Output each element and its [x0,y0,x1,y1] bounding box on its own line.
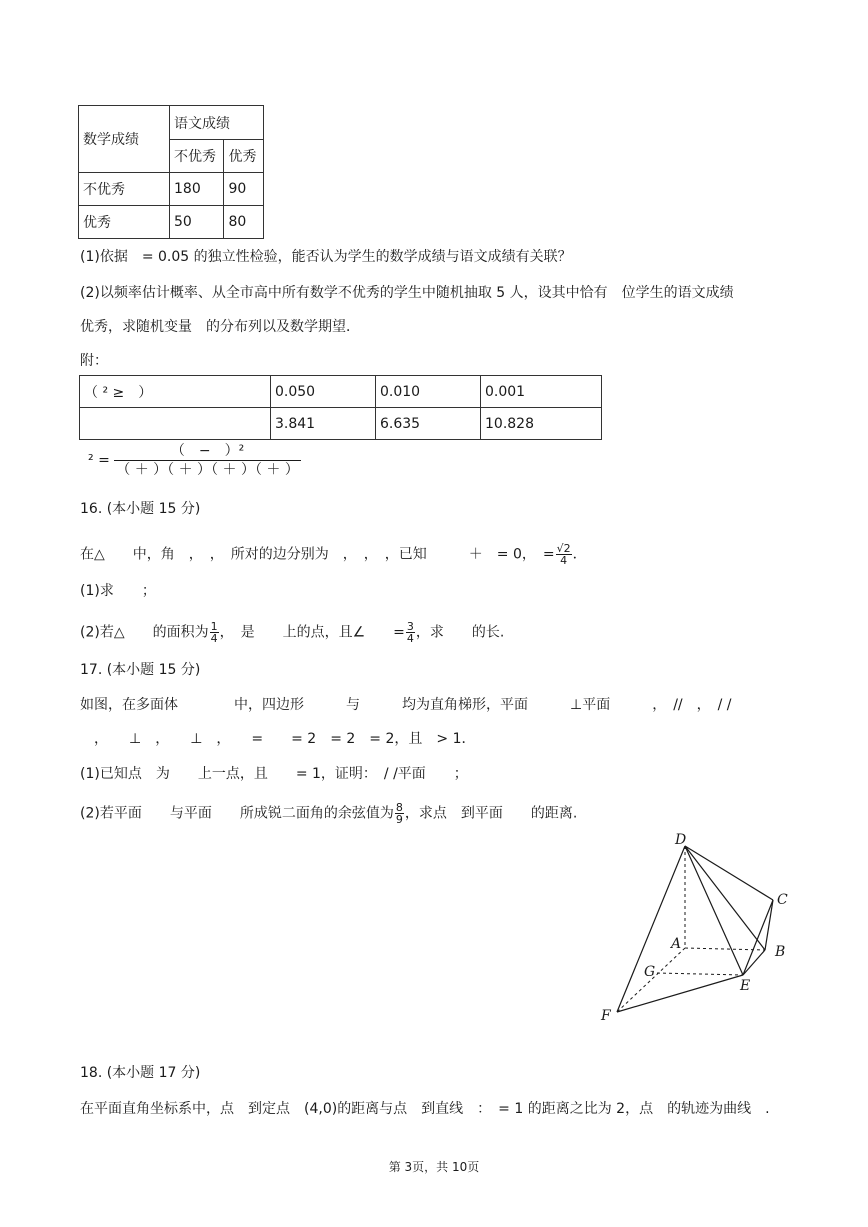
vertex-label-E: E [740,978,751,994]
q16-part1: (1)求 ； [80,583,156,599]
vertex-label-B: B [775,944,786,960]
q15-part1: (1)依据 = 0.05 的独立性检验，能否认为学生的数学成绩与语文成绩有关联？ [80,249,572,265]
appendix-label: 附： [80,353,108,369]
q16-statement: 在△ 中，角 ， ， 所对的边分别为 ， ， ，已知 ＋ = 0， = $\frac{√2}{4}$ ． [80,542,587,567]
q16-part2: (2)若△ 的面积为 $\frac{1}{4}$ ， 是 上的点，且∠ = $\frac{3}{4}$ ，求 的长. [80,620,505,645]
score-contingency-table [78,105,264,239]
q15-part2-line1: (2)以频率估计概率、从全市高中所有数学不优秀的学生中随机抽取 5 人，设其中恰有 位学生的语文成绩 [80,285,734,301]
table-cell: 50 [170,206,224,239]
table-cell: 6.635 [376,408,481,440]
vertex-label-D: D [675,832,687,848]
q17-statement-line1: 如图，在多面体 中，四边形 与 均为直角梯形，平面 ⊥平面 ， // ， / / [80,697,732,713]
formula-numerator: （ − ）² [114,442,301,461]
page-footer: 第 3页，共 10页 [388,1160,480,1174]
table-row-label: 优秀 [79,206,170,239]
table-row-header: 数学成绩 [79,106,170,173]
chi-square-formula [88,442,301,479]
q17-statement-line2: ， ⊥ ， ⊥ ， = = 2 = 2 = 2，且 > 1． [80,731,476,747]
vertex-label-C: C [777,892,788,908]
table-cell: 3.841 [271,408,376,440]
table-cell: 180 [170,173,224,206]
q17-part2: (2)若平面 与平面 所成锐二面角的余弦值为 $\frac{8}{9}$ ，求点 到平面 的距离. [80,801,578,826]
vertex-label-A: A [671,936,682,952]
formula-denominator: （ ＋ ）（ ＋ ）（ ＋ ）（ ＋ ） [116,462,299,478]
table-cell: 90 [224,173,264,206]
table-row-label: 不优秀 [79,173,170,206]
table-head-cell: （ ² ≥ ） [80,376,271,408]
fraction: $\frac{8}{9}$ [395,801,403,826]
formula-lhs: ² = [88,452,110,469]
q18-title: 18. (本小题 17 分) [80,1065,201,1081]
vertex-label-F: F [601,1008,611,1024]
q15-part2-line2: 优秀，求随机变量 的分布列以及数学期望． [80,319,360,335]
fraction: $\frac{√2}{4}$ [556,542,571,567]
table-col-group: 语文成绩 [170,106,264,140]
q17-title: 17. (本小题 15 分) [80,662,201,678]
table-cell: 80 [224,206,264,239]
table-cell: 10.828 [481,408,602,440]
vertex-label-G: G [644,964,656,980]
q17-part1: (1)已知点 为 上一点，且 = 1，证明： / /平面 ； [80,766,468,782]
table-head-cell [80,408,271,440]
table-cell: 0.010 [376,376,481,408]
table-cell: 0.001 [481,376,602,408]
q16-title: 16. (本小题 15 分) [80,501,201,517]
table-cell: 0.050 [271,376,376,408]
table-col2: 优秀 [224,140,264,173]
fraction: $\frac{3}{4}$ [406,620,414,645]
polyhedron-figure [595,830,805,1030]
table-col1: 不优秀 [170,140,224,173]
q18-statement: 在平面直角坐标系中，点 到定点 (4,0)的距离与点 到直线 ： = 1 的距离之比为 2，点 的轨迹为曲线 . [80,1101,770,1117]
critical-value-table [79,375,602,440]
fraction: $\frac{1}{4}$ [210,620,218,645]
